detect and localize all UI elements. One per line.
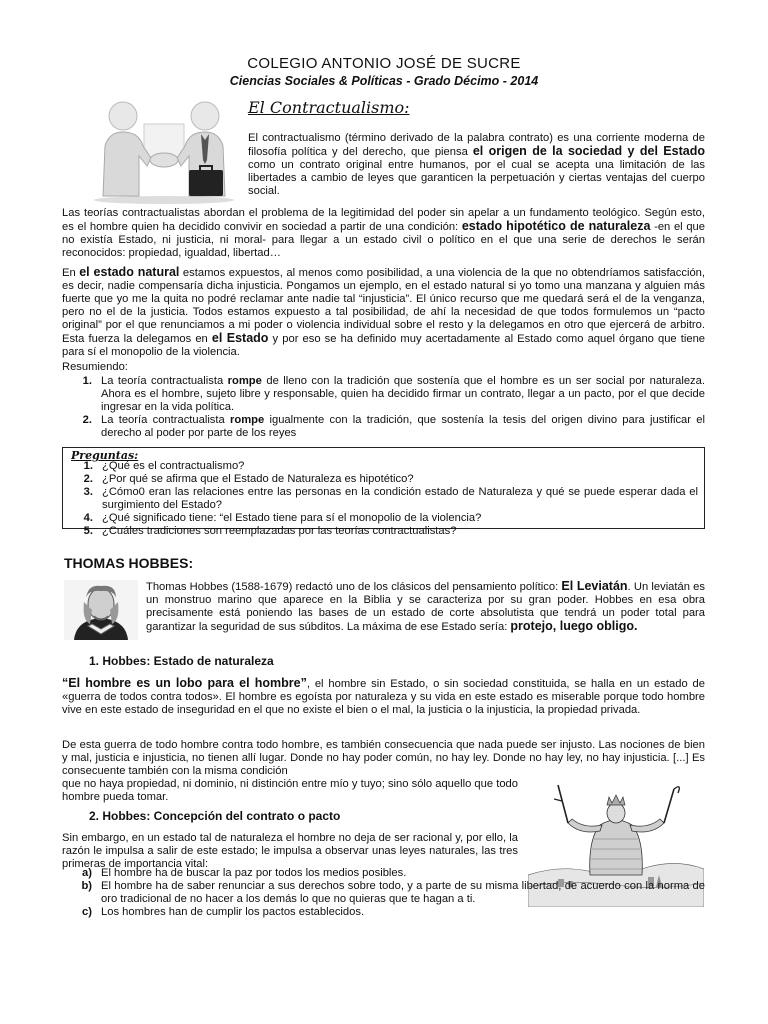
list-item: b) El hombre ha de saber renunciar a sus derechos sobre todo, y a parte de su misma libertad, de acuerdo con la norma de oro tradicional de no hacer a los demás lo que no quieras que te hagan a ti.	[81, 880, 705, 905]
subsection-state-of-nature: 1. Hobbes: Estado de naturaleza	[89, 654, 274, 668]
summary-label: Resumiendo:	[62, 361, 128, 373]
laws-list	[62, 867, 705, 919]
questions-list	[63, 460, 698, 538]
list-item: 1. ¿Qué es el contractualismo?	[83, 460, 245, 472]
war-paragraph-cont: que no haya propiedad, ni dominio, ni distinción entre mío y tuyo; sino sólo aquello que todo hombre pueda tomar.	[62, 778, 518, 803]
list-item: 2. ¿Por qué se afirma que el Estado de Naturaleza es hipotético?	[83, 473, 414, 485]
list-item: c) Los hombres han de cumplir los pactos establecidos.	[82, 906, 365, 918]
section-title: El Contractualismo:	[248, 98, 410, 117]
hobbes-intro: Thomas Hobbes (1588-1679) redactó uno de los clásicos del pensamiento político: El Leviatán. Un leviatán es un monstruo marino que aparece en la Biblia y se caracteriza por su gran poder. Hobbes en esa obra precisamente está poniendo las bases de un estado de corte absolutista que tendrá un poder total para garantizar la seguridad de sus súbditos. La máxima de ese Estado sería: protejo, luego obligo.	[146, 579, 705, 633]
list-item: 5. ¿Cuáles tradiciones son reemplazadas por las teorías contractualistas?	[83, 525, 457, 537]
summary-list	[62, 375, 705, 440]
wolf-paragraph: “El hombre es un lobo para el hombre”, el hombre sin Estado, o sin sociedad constituida, se halla en un estado de «guerra de todos contra todos». El hombre es egoísta por naturaleza y su vida en este estado es miserable porque todo hombre vive en este estado de inseguridad en el que no existe el bien o el mal, la justicia o la injusticia, la propiedad privada.	[62, 676, 705, 716]
list-item: 4. ¿Qué significado tiene: “el Estado tiene para sí el monopolio de la violencia?	[83, 512, 482, 524]
list-item: 2. La teoría contractualista rompe igualmente con la tradición, que sostenía la tesis del origen divino para justificar el derecho al poder por parte de los reyes	[82, 414, 705, 439]
subsection-contract: 2. Hobbes: Concepción del contrato o pacto	[89, 809, 341, 823]
course-subtitle: Ciencias Sociales & Políticas - Grado Décimo - 2014	[229, 74, 539, 88]
contract-paragraph: Sin embargo, en un estado tal de naturaleza el hombre no deja de ser racional y, por ello, la razón le impulsa a salir de este estado; le impulsa a observar unas leyes naturales, las tres primeras de importancia vital:	[62, 832, 518, 870]
list-item: 3. ¿Cómo0 eran las relaciones entre las personas en la condición estado de Naturaleza y qué se puede esperar dada el surgimiento del Estado?	[83, 486, 698, 511]
list-item: 1. La teoría contractualista rompe de lleno con la tradición que sostenía que el hombre es un ser social por naturaleza. Ahora es el hombre, sujeto libre y responsable, quien ha decidido firmar un contrato, llegar a un pacto, por el que decide ingresar en la vida política.	[82, 375, 705, 413]
questions-title: Preguntas:	[71, 449, 139, 462]
war-paragraph: De esta guerra de todo hombre contra todo hombre, es también consecuencia que nada puede ser injusto. Las nociones de bien y mal, justicia e injusticia, no tienen allí lugar. Donde no hay poder común, no hay ley. Donde no hay ley, no hay injusticia. [...] Es consecuente también con la misma condición	[62, 739, 705, 777]
list-item: a) El hombre ha de buscar la paz por todos los medios posibles.	[82, 867, 407, 879]
hobbes-portrait	[64, 580, 138, 640]
hobbes-heading: THOMAS HOBBES:	[64, 555, 194, 571]
natural-state-paragraph: En el estado natural estamos expuestos, al menos como posibilidad, a una violencia de la que no obtendríamos satisfacción, es decir, nadie compensaría dicha injusticia. Pongamos un ejemplo, en el estado natural si yo tomo una manzana y alguien más fuerte que yo me la quita no podré reclamar ante nadie tal “injusticia”. El único recurso que me quedará será el de la venganza, pero no el de la justicia. Todos estamos expuesto a tal posibilidad, de ahí la necesidad de que todos formulemos un “pacto original” por el que renunciamos a mi poder o violencia individual sobre el resto y la delegamos en otro que ejercerá de arbitro. Esta fuerza la delegamos en el Estado y por eso se ha definido muy acertadamente al Estado como aquel órgano que tiene para sí el monopolio de la violencia.	[62, 265, 706, 358]
school-name: COLEGIO ANTONIO JOSÉ DE SUCRE	[247, 55, 521, 72]
questions-box	[62, 447, 705, 537]
theories-paragraph: Las teorías contractualistas abordan el problema de la legitimidad del poder sin apelar a un fundamento teológico. Según esto, es el hombre quien ha decidido convivir en sociedad a partir de una condición: estado hipotético de naturaleza -en el que no existía Estado, ni justicia, ni moral- para llegar a un estado civil o político en el que una serie de derechos le serán reconocidos: propiedad, igualdad, libertad…	[62, 207, 705, 259]
handshake-illustration	[89, 96, 239, 204]
intro-paragraph: El contractualismo (término derivado de la palabra contrato) es una corriente moderna de filosofía política y del derecho, que piensa el origen de la sociedad y del Estado como un contrato original entre humanos, por el cual se acepta una limitación de las libertades a cambio de leyes que garanticen la perpetuación y ciertas ventajas del cuerpo social.	[248, 132, 705, 197]
